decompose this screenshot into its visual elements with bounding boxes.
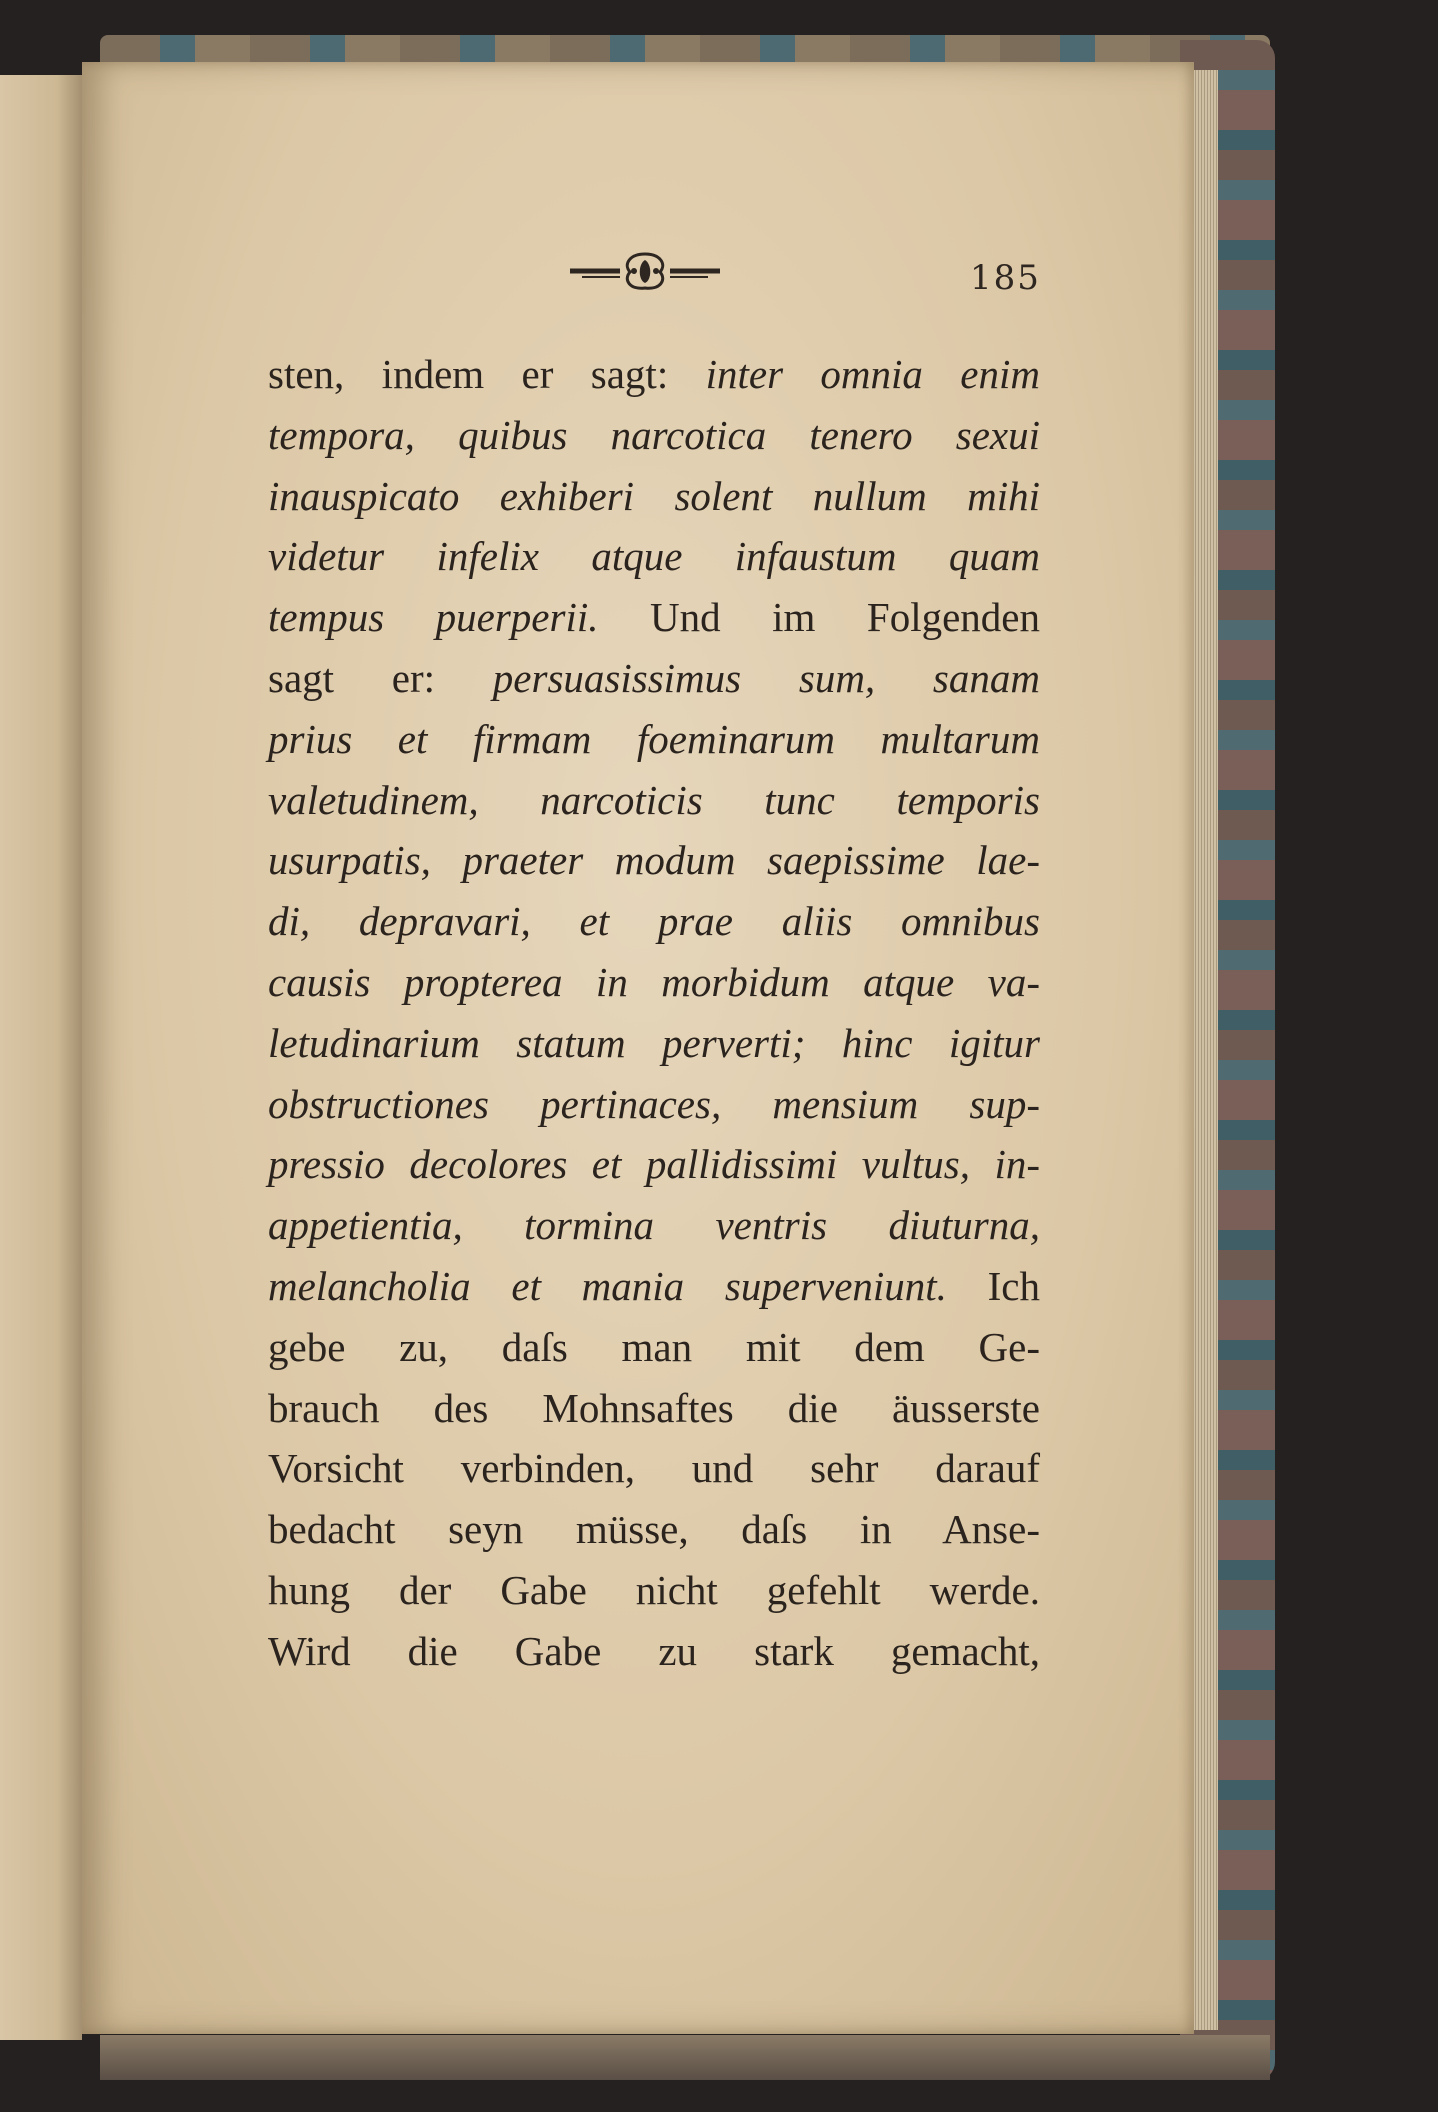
- book-cover-bottom-edge: [100, 2035, 1270, 2080]
- text-line: [268, 1134, 1040, 1195]
- latin-quote-run: causis propterea in morbidum atque va-: [268, 958, 1040, 1005]
- facing-left-page: [0, 75, 82, 2040]
- text-line: [268, 526, 1040, 587]
- latin-quote-run: di, depravari, et prae aliis omnibus: [268, 898, 1040, 945]
- latin-quote-run: inauspicato exhiberi solent nullum mihi: [268, 472, 1040, 519]
- text-line: [268, 1256, 1040, 1317]
- latin-quote-run: valetudinem, narcoticis tunc temporis: [268, 776, 1040, 823]
- latin-quote-run: tempus puerperii.: [268, 594, 650, 641]
- latin-quote-run: prius et firmam foeminarum multarum: [268, 715, 1040, 762]
- text-line: [268, 709, 1040, 770]
- text-line: [268, 1195, 1040, 1256]
- page-number: 185: [970, 258, 1041, 298]
- text-line: [268, 770, 1040, 831]
- german-text-run: sagt er:: [268, 654, 493, 701]
- page-body-text: [268, 344, 1040, 1682]
- text-line: [268, 466, 1040, 527]
- latin-quote-run: appetientia, tormina ventris diuturna,: [268, 1202, 1040, 1249]
- text-line: [268, 587, 1040, 648]
- latin-quote-run: letudinarium statum perverti; hinc igitur: [268, 1019, 1040, 1066]
- german-text-run: bedacht seyn müsse, daſs in Anse-: [268, 1506, 1040, 1553]
- german-text-run: brauch des Mohnsaftes die äusserste: [268, 1384, 1040, 1431]
- latin-quote-run: tempora, quibus narcotica tenero sexui: [268, 411, 1040, 458]
- text-line: [268, 1013, 1040, 1074]
- text-line: [268, 405, 1040, 466]
- latin-quote-run: videtur infelix atque infaustum quam: [268, 533, 1040, 580]
- text-line: [268, 344, 1040, 405]
- text-line: [268, 1499, 1040, 1560]
- german-text-run: Wird die Gabe zu stark gemacht,: [268, 1627, 1040, 1674]
- page-block-edges: [1190, 70, 1218, 2030]
- latin-quote-run: pressio decolores et pallidissimi vultus, in-: [268, 1141, 1040, 1188]
- text-line: [268, 1621, 1040, 1682]
- text-line: [268, 1317, 1040, 1378]
- latin-quote-run: usurpatis, praeter modum saepissime lae-: [268, 837, 1040, 884]
- text-line: [268, 1560, 1040, 1621]
- latin-quote-run: persuasissimus sum, sanam: [492, 654, 1040, 701]
- text-line: [268, 1074, 1040, 1135]
- text-line: [268, 648, 1040, 709]
- text-line: [268, 1378, 1040, 1439]
- header-ornament-icon: [568, 250, 722, 292]
- german-text-run: Vorsicht verbinden, und sehr darauf: [268, 1445, 1040, 1492]
- german-text-run: hung der Gabe nicht gefehlt werde.: [268, 1566, 1040, 1613]
- latin-quote-run: inter omnia enim: [705, 351, 1040, 397]
- text-line: [268, 1438, 1040, 1499]
- german-text-run: gebe zu, daſs man mit dem Ge-: [268, 1323, 1040, 1370]
- german-text-run: sten, indem er sagt:: [268, 351, 706, 397]
- german-text-run: Ich: [987, 1262, 1040, 1309]
- text-line: [268, 952, 1040, 1013]
- latin-quote-run: obstructiones pertinaces, mensium sup-: [268, 1080, 1040, 1127]
- text-line: [268, 891, 1040, 952]
- german-text-run: Und im Folgenden: [650, 594, 1040, 641]
- text-line: [268, 830, 1040, 891]
- latin-quote-run: melancholia et mania superveniunt.: [268, 1262, 988, 1309]
